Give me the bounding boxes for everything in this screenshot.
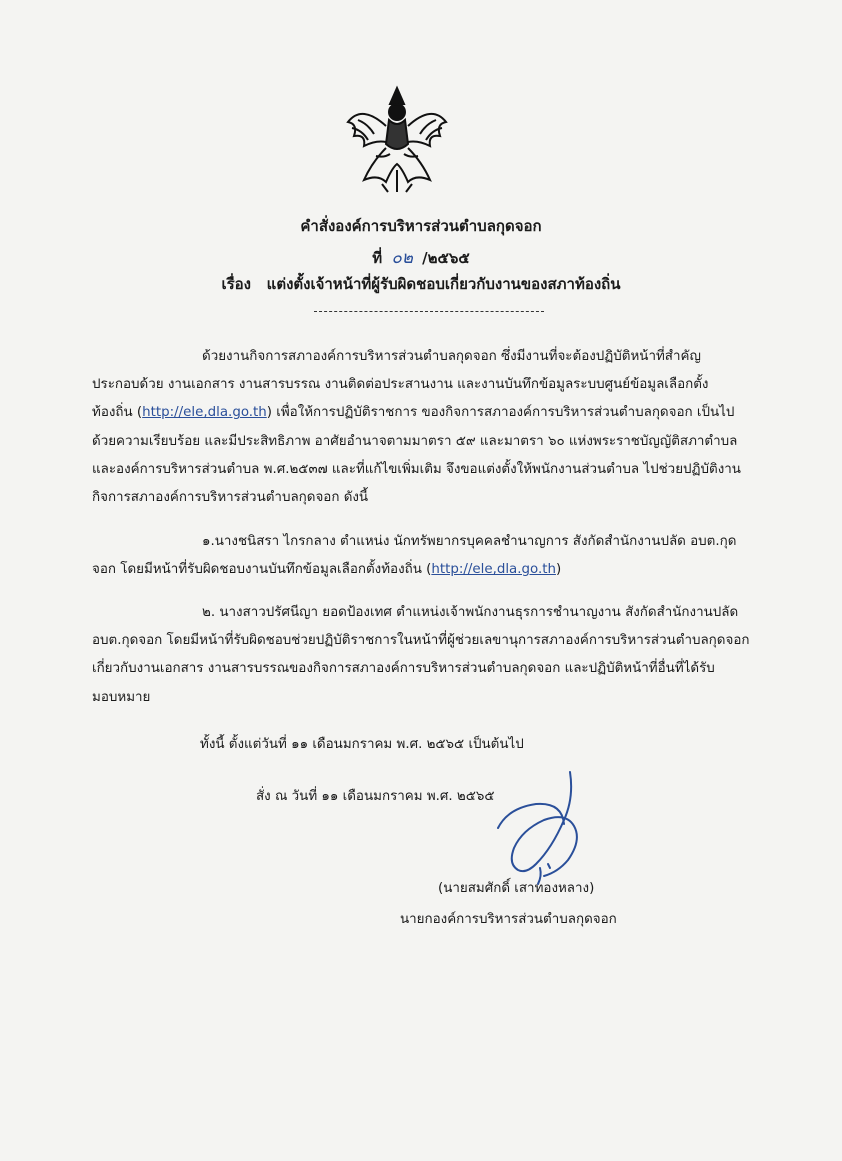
- item1-line-2-start: จอก โดยมีหน้าที่รับผิดชอบงานบันทึกข้อมูลเลือกตั้งท้องถิ่น (: [92, 562, 432, 578]
- order-title: คำสั่งองค์การบริหารส่วนตำบลกุดจอก: [300, 217, 542, 235]
- intro-line-4: ด้วยความเรียบร้อย และมีประสิทธิภาพ อาศัยอำนาจตามมาตรา ๕๙ และมาตรา ๖๐ แห่งพระราชบัญญัติสภาตำบล: [92, 433, 738, 449]
- intro-line-6: กิจการสภาองค์การบริหารส่วนตำบลกุดจอก ดังนี้: [92, 490, 369, 506]
- paragraph-item-1: [92, 528, 784, 584]
- item1-line-1: ๑.นางชนิสรา ไกรกลาง ตำแหน่ง นักทรัพยากรบุคคลชำนาญการ สังกัดสำนักงานปลัด อบต.กุด: [202, 534, 737, 549]
- number-year: /๒๕๖๕: [422, 249, 470, 267]
- item1-line-2-end: ): [555, 562, 562, 578]
- intro-line-5: และองค์การบริหารส่วนตำบล พ.ศ.๒๕๓๗ และที่แก้ไขเพิ่มเติม จึงขอแต่งตั้งให้พนักงานส่วนตำบล ไปช่วยปฏิบัติงาน: [92, 461, 741, 477]
- item2-line-3: เกี่ยวกับงานเอกสาร งานสารบรรณของกิจการสภาองค์การบริหารส่วนตำบลกุดจอก และปฏิบัติหน้าที่อื่นที่ได้รับ: [92, 661, 715, 677]
- garuda-emblem-icon: [342, 84, 452, 196]
- intro-line-2: ประกอบด้วย งานเอกสาร งานสารบรรณ งานติดต่อประสานงาน และงานบันทึกข้อมูลระบบศูนย์ข้อมูลเลือกตั้ง: [92, 377, 709, 393]
- order-number: [0, 244, 842, 271]
- intro-line-3: [92, 399, 784, 427]
- effective-date: ทั้งนี้ ตั้งแต่วันที่ ๑๑ เดือนมกราคม พ.ศ. ๒๕๖๕ เป็นต้นไป: [200, 737, 524, 752]
- item1-line-2: [92, 556, 784, 584]
- order-date: สั่ง ณ วันที่ ๑๑ เดือนมกราคม พ.ศ. ๒๕๖๕: [256, 789, 495, 804]
- ele-dla-link[interactable]: http://ele,dla.go.th: [142, 405, 267, 421]
- intro-line-3-start: ท้องถิ่น (: [92, 405, 143, 421]
- number-value: ๐๒: [391, 248, 413, 268]
- paragraph-intro: [92, 343, 784, 512]
- item2-line-1: ๒. นางสาวปรัศนีญา ยอดป้องเทศ ตำแหน่งเจ้าพนักงานธุรการชำนาญงาน สังกัดสำนักงานปลัด: [202, 605, 739, 620]
- ele-dla-link-2[interactable]: http://ele,dla.go.th: [431, 562, 556, 578]
- title-divider: [314, 311, 544, 312]
- signer-name: (นายสมศักดิ์ เสาทองหลาง): [438, 881, 595, 896]
- paragraph-item-2: [92, 599, 784, 712]
- subject-text: แต่งตั้งเจ้าหน้าที่ผู้รับผิดชอบเกี่ยวกับงานของสภาท้องถิ่น: [266, 275, 621, 293]
- number-label: ที่: [372, 249, 383, 267]
- intro-line-1: ด้วยงานกิจการสภาองค์การบริหารส่วนตำบลกุดจอก ซึ่งมีงานที่จะต้องปฏิบัติหน้าที่สำคัญ: [202, 349, 701, 364]
- item2-line-4: มอบหมาย: [92, 689, 151, 705]
- item2-line-2: อบต.กุดจอก โดยมีหน้าที่รับผิดชอบช่วยปฏิบัติราชการในหน้าที่ผู้ช่วยเลขานุการสภาองค์การบริหารส่วนตำบลกุดจอก: [92, 633, 750, 649]
- intro-line-3-end: ) เพื่อให้การปฏิบัติราชการ ของกิจการสภาองค์การบริหารส่วนตำบลกุดจอก เป็นไป: [266, 405, 735, 421]
- handwritten-signature-icon: [478, 768, 608, 886]
- subject-label: เรื่อง: [221, 275, 251, 293]
- signer-position: นายกองค์การบริหารส่วนตำบลกุดจอก: [400, 912, 617, 927]
- order-subject: [0, 272, 842, 296]
